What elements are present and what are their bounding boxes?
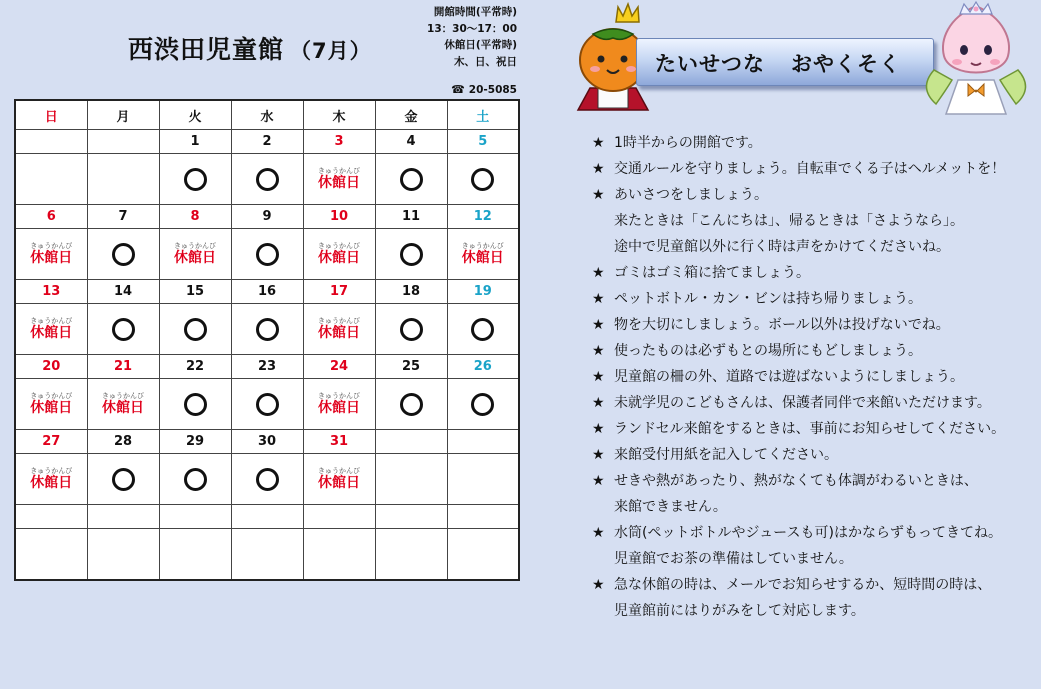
open-circle-icon [184, 468, 207, 491]
status-cell [87, 379, 159, 430]
open-circle-icon [112, 468, 135, 491]
date-cell: 1 [159, 130, 231, 154]
status-cell [303, 379, 375, 430]
date-cell: 4 [375, 130, 447, 154]
weekday-header: 金 [375, 100, 447, 130]
status-cell [87, 529, 159, 581]
status-cell [447, 454, 519, 505]
status-cell [87, 229, 159, 280]
star-icon: ★ [592, 317, 605, 333]
open-circle-icon [256, 468, 279, 491]
date-cell: 27 [15, 430, 87, 454]
star-icon: ★ [592, 187, 605, 203]
status-cell [15, 379, 87, 430]
closed-ruby: きゅうかんび [30, 316, 73, 325]
date-cell: 28 [87, 430, 159, 454]
rule-item [592, 468, 1038, 520]
status-cell [375, 229, 447, 280]
status-cell [375, 154, 447, 205]
status-cell [231, 454, 303, 505]
date-cell [15, 505, 87, 529]
closed-day-label [30, 468, 72, 490]
date-cell: 29 [159, 430, 231, 454]
closed-day-label [318, 318, 360, 340]
date-cell: 15 [159, 280, 231, 304]
status-cell [231, 154, 303, 205]
date-cell: 8 [159, 205, 231, 229]
status-cell [447, 304, 519, 355]
rule-text: 児童館でお茶の準備はしていません。 [614, 551, 853, 567]
status-cell [231, 379, 303, 430]
open-circle-icon [256, 168, 279, 191]
open-circle-icon [400, 168, 423, 191]
weekday-header-row [15, 100, 519, 130]
status-cell [231, 229, 303, 280]
open-circle-icon [184, 168, 207, 191]
closed-days-label: 休館日(平常時) [444, 39, 517, 51]
date-cell [447, 430, 519, 454]
status-cell [375, 454, 447, 505]
date-cell [375, 505, 447, 529]
status-cell [159, 379, 231, 430]
closed-days-value: 木、日、祝日 [454, 55, 517, 68]
rule-item [592, 442, 1038, 468]
date-cell: 5 [447, 130, 519, 154]
closed-ruby: きゅうかんび [174, 241, 216, 250]
closed-ruby: きゅうかんび [318, 241, 360, 250]
date-cell [15, 130, 87, 154]
open-circle-icon [256, 243, 279, 266]
status-row [15, 529, 519, 581]
closed-ruby: きゅうかんび [318, 391, 360, 400]
open-circle-icon [400, 393, 423, 416]
rule-text: 児童館の柵の外、道路では遊ばないようにしましょう。 [614, 369, 964, 385]
status-row [15, 454, 519, 505]
star-icon: ★ [592, 265, 605, 281]
closed-text: 休館日 [318, 324, 360, 341]
weekday-header: 日 [15, 100, 87, 130]
open-circle-icon [471, 318, 494, 341]
closed-text: 休館日 [102, 399, 144, 416]
open-circle-icon [184, 318, 207, 341]
rule-text: あいさつをしましょう。 [614, 187, 768, 203]
star-icon: ★ [592, 447, 605, 463]
hours-value: 13：30〜17：00 [427, 22, 517, 35]
banner-title-part2: おやくそく [791, 52, 901, 76]
closed-ruby: きゅうかんび [30, 391, 73, 400]
calendar-table [14, 99, 520, 581]
date-cell: 31 [303, 430, 375, 454]
promise-banner [636, 38, 934, 86]
month-label: （7月） [290, 39, 372, 63]
star-icon: ★ [592, 421, 605, 437]
rule-text: 使ったものは必ずもとの場所にもどしましょう。 [614, 343, 922, 359]
status-cell [447, 529, 519, 581]
closed-text: 休館日 [30, 324, 73, 341]
rule-text: せきや熱があったり、熱がなくても体調がわるいときは、 [614, 473, 978, 489]
date-cell [231, 505, 303, 529]
closed-ruby: きゅうかんび [318, 466, 360, 475]
date-cell: 11 [375, 205, 447, 229]
star-icon: ★ [592, 161, 605, 177]
closed-text: 休館日 [30, 399, 73, 416]
rule-item [592, 390, 1038, 416]
date-cell: 17 [303, 280, 375, 304]
open-circle-icon [400, 243, 423, 266]
rule-item [592, 572, 1038, 624]
star-icon: ★ [592, 577, 605, 593]
hours-label: 開館時間(平常時) [433, 6, 517, 18]
rule-text: 来館受付用紙を記入してください。 [614, 447, 838, 463]
weekday-header: 水 [231, 100, 303, 130]
closed-ruby: きゅうかんび [30, 466, 73, 475]
status-row [15, 229, 519, 280]
rule-text: 急な休館の時は、メールでお知らせするか、短時間の時は、 [614, 577, 992, 593]
status-cell [159, 154, 231, 205]
date-cell: 22 [159, 355, 231, 379]
phone-number [377, 82, 517, 99]
date-cell: 2 [231, 130, 303, 154]
rule-text: 1時半からの開館です。 [614, 135, 762, 151]
closed-text: 休館日 [318, 249, 360, 266]
closed-day-label [30, 243, 72, 265]
star-icon: ★ [592, 369, 605, 385]
date-cell: 7 [87, 205, 159, 229]
date-cell: 14 [87, 280, 159, 304]
date-cell [87, 130, 159, 154]
status-cell [303, 154, 375, 205]
date-cell: 23 [231, 355, 303, 379]
rule-item [592, 364, 1038, 390]
closed-day-label [318, 243, 360, 265]
rule-text: 児童館前にはりがみをして対応します。 [614, 603, 865, 619]
rules-list [592, 130, 1038, 624]
date-cell: 3 [303, 130, 375, 154]
rule-text: 物を大切にしましょう。ボール以外は投げないでね。 [614, 317, 950, 333]
open-circle-icon [471, 393, 494, 416]
date-row [15, 280, 519, 304]
rule-text: 途中で児童館以外に行く時は声をかけてくださいね。 [614, 239, 950, 255]
rule-text: 交通ルールを守りましょう。自転車でくる子はヘルメットを！ [614, 161, 1006, 177]
date-cell: 13 [15, 280, 87, 304]
status-cell [87, 304, 159, 355]
rule-item [592, 520, 1038, 572]
rule-item [592, 416, 1038, 442]
phone-value: 20-5085 [468, 84, 517, 96]
rule-item [592, 182, 1038, 260]
status-cell [159, 454, 231, 505]
status-cell [447, 229, 519, 280]
closed-text: 休館日 [174, 249, 216, 266]
closed-day-label [102, 393, 144, 415]
date-cell: 6 [15, 205, 87, 229]
date-cell: 24 [303, 355, 375, 379]
status-row [15, 304, 519, 355]
date-row [15, 355, 519, 379]
date-row [15, 430, 519, 454]
open-circle-icon [112, 318, 135, 341]
facility-name: 西渋田児童館 [128, 35, 285, 64]
date-cell [303, 505, 375, 529]
rule-text: 未就学児のこどもさんは、保護者同伴で来館いただけます。 [614, 395, 991, 411]
closed-text: 休館日 [461, 249, 504, 266]
status-cell [375, 529, 447, 581]
date-cell: 21 [87, 355, 159, 379]
date-cell: 10 [303, 205, 375, 229]
star-icon: ★ [592, 343, 605, 359]
rule-item [592, 260, 1038, 286]
date-row [15, 205, 519, 229]
star-icon: ★ [592, 395, 605, 411]
status-cell [303, 529, 375, 581]
banner-title-part1: たいせつな [655, 52, 765, 76]
open-circle-icon [256, 393, 279, 416]
rule-item [592, 130, 1038, 156]
closed-text: 休館日 [318, 399, 360, 416]
closed-ruby: きゅうかんび [318, 316, 360, 325]
rule-text: ランドセル来館をするときは、事前にお知らせしてください。 [614, 421, 1006, 437]
weekday-header: 火 [159, 100, 231, 130]
date-cell: 9 [231, 205, 303, 229]
telephone-icon: ☎ [451, 83, 465, 96]
date-cell: 26 [447, 355, 519, 379]
status-cell [159, 229, 231, 280]
date-cell: 25 [375, 355, 447, 379]
status-cell [15, 304, 87, 355]
status-cell [15, 529, 87, 581]
date-row [15, 130, 519, 154]
closed-day-label [30, 318, 72, 340]
date-cell: 19 [447, 280, 519, 304]
closed-ruby: きゅうかんび [102, 391, 144, 400]
open-circle-icon [471, 168, 494, 191]
status-row [15, 154, 519, 205]
rule-item [592, 312, 1038, 338]
date-cell: 30 [231, 430, 303, 454]
rule-text: 水筒(ペットボトルやジュースも可)はかならずもってきてね。 [614, 525, 1002, 541]
date-cell: 12 [447, 205, 519, 229]
date-cell [375, 430, 447, 454]
peach-princess-mascot [916, 0, 1036, 118]
closed-text: 休館日 [30, 474, 73, 491]
closed-text: 休館日 [318, 474, 360, 491]
open-circle-icon [184, 393, 207, 416]
date-cell [159, 505, 231, 529]
weekday-header: 土 [447, 100, 519, 130]
closed-ruby: きゅうかんび [461, 241, 504, 250]
open-circle-icon [256, 318, 279, 341]
star-icon: ★ [592, 525, 605, 541]
weekday-header: 木 [303, 100, 375, 130]
date-cell [447, 505, 519, 529]
date-row [15, 505, 519, 529]
closed-ruby: きゅうかんび [30, 241, 73, 250]
closed-text: 休館日 [30, 249, 73, 266]
status-cell [15, 229, 87, 280]
status-cell [303, 229, 375, 280]
status-cell [303, 454, 375, 505]
opening-info [377, 4, 517, 99]
rule-item [592, 338, 1038, 364]
status-cell [87, 154, 159, 205]
closed-text: 休館日 [318, 174, 360, 191]
rule-text: ゴミはゴミ箱に捨てましょう。 [614, 265, 810, 281]
status-cell [15, 454, 87, 505]
status-cell [159, 529, 231, 581]
closed-day-label [318, 468, 360, 490]
weekday-header: 月 [87, 100, 159, 130]
closed-day-label [318, 393, 360, 415]
date-cell [87, 505, 159, 529]
banner-title [655, 48, 901, 78]
star-icon: ★ [592, 473, 605, 489]
closed-day-label [462, 243, 504, 265]
rule-text: ペットボトル・カン・ビンは持ち帰りましょう。 [614, 291, 922, 307]
rule-item [592, 286, 1038, 312]
status-cell [447, 379, 519, 430]
status-cell [375, 379, 447, 430]
status-cell [15, 154, 87, 205]
open-circle-icon [400, 318, 423, 341]
rule-item [592, 156, 1038, 182]
rule-text: 来たときは「こんにちは」、帰るときは「さようなら」。 [614, 213, 964, 229]
status-cell [231, 529, 303, 581]
open-circle-icon [112, 243, 135, 266]
date-cell: 20 [15, 355, 87, 379]
status-cell [375, 304, 447, 355]
status-cell [231, 304, 303, 355]
status-cell [87, 454, 159, 505]
closed-day-label [318, 168, 360, 190]
status-cell [159, 304, 231, 355]
rule-text: 来館できません。 [614, 499, 727, 515]
status-cell [303, 304, 375, 355]
star-icon: ★ [592, 291, 605, 307]
page-title [128, 30, 372, 66]
closed-day-label [30, 393, 72, 415]
status-cell [447, 154, 519, 205]
status-row [15, 379, 519, 430]
star-icon: ★ [592, 135, 605, 151]
closed-day-label [174, 243, 216, 265]
closed-ruby: きゅうかんび [318, 166, 360, 175]
date-cell: 18 [375, 280, 447, 304]
date-cell: 16 [231, 280, 303, 304]
